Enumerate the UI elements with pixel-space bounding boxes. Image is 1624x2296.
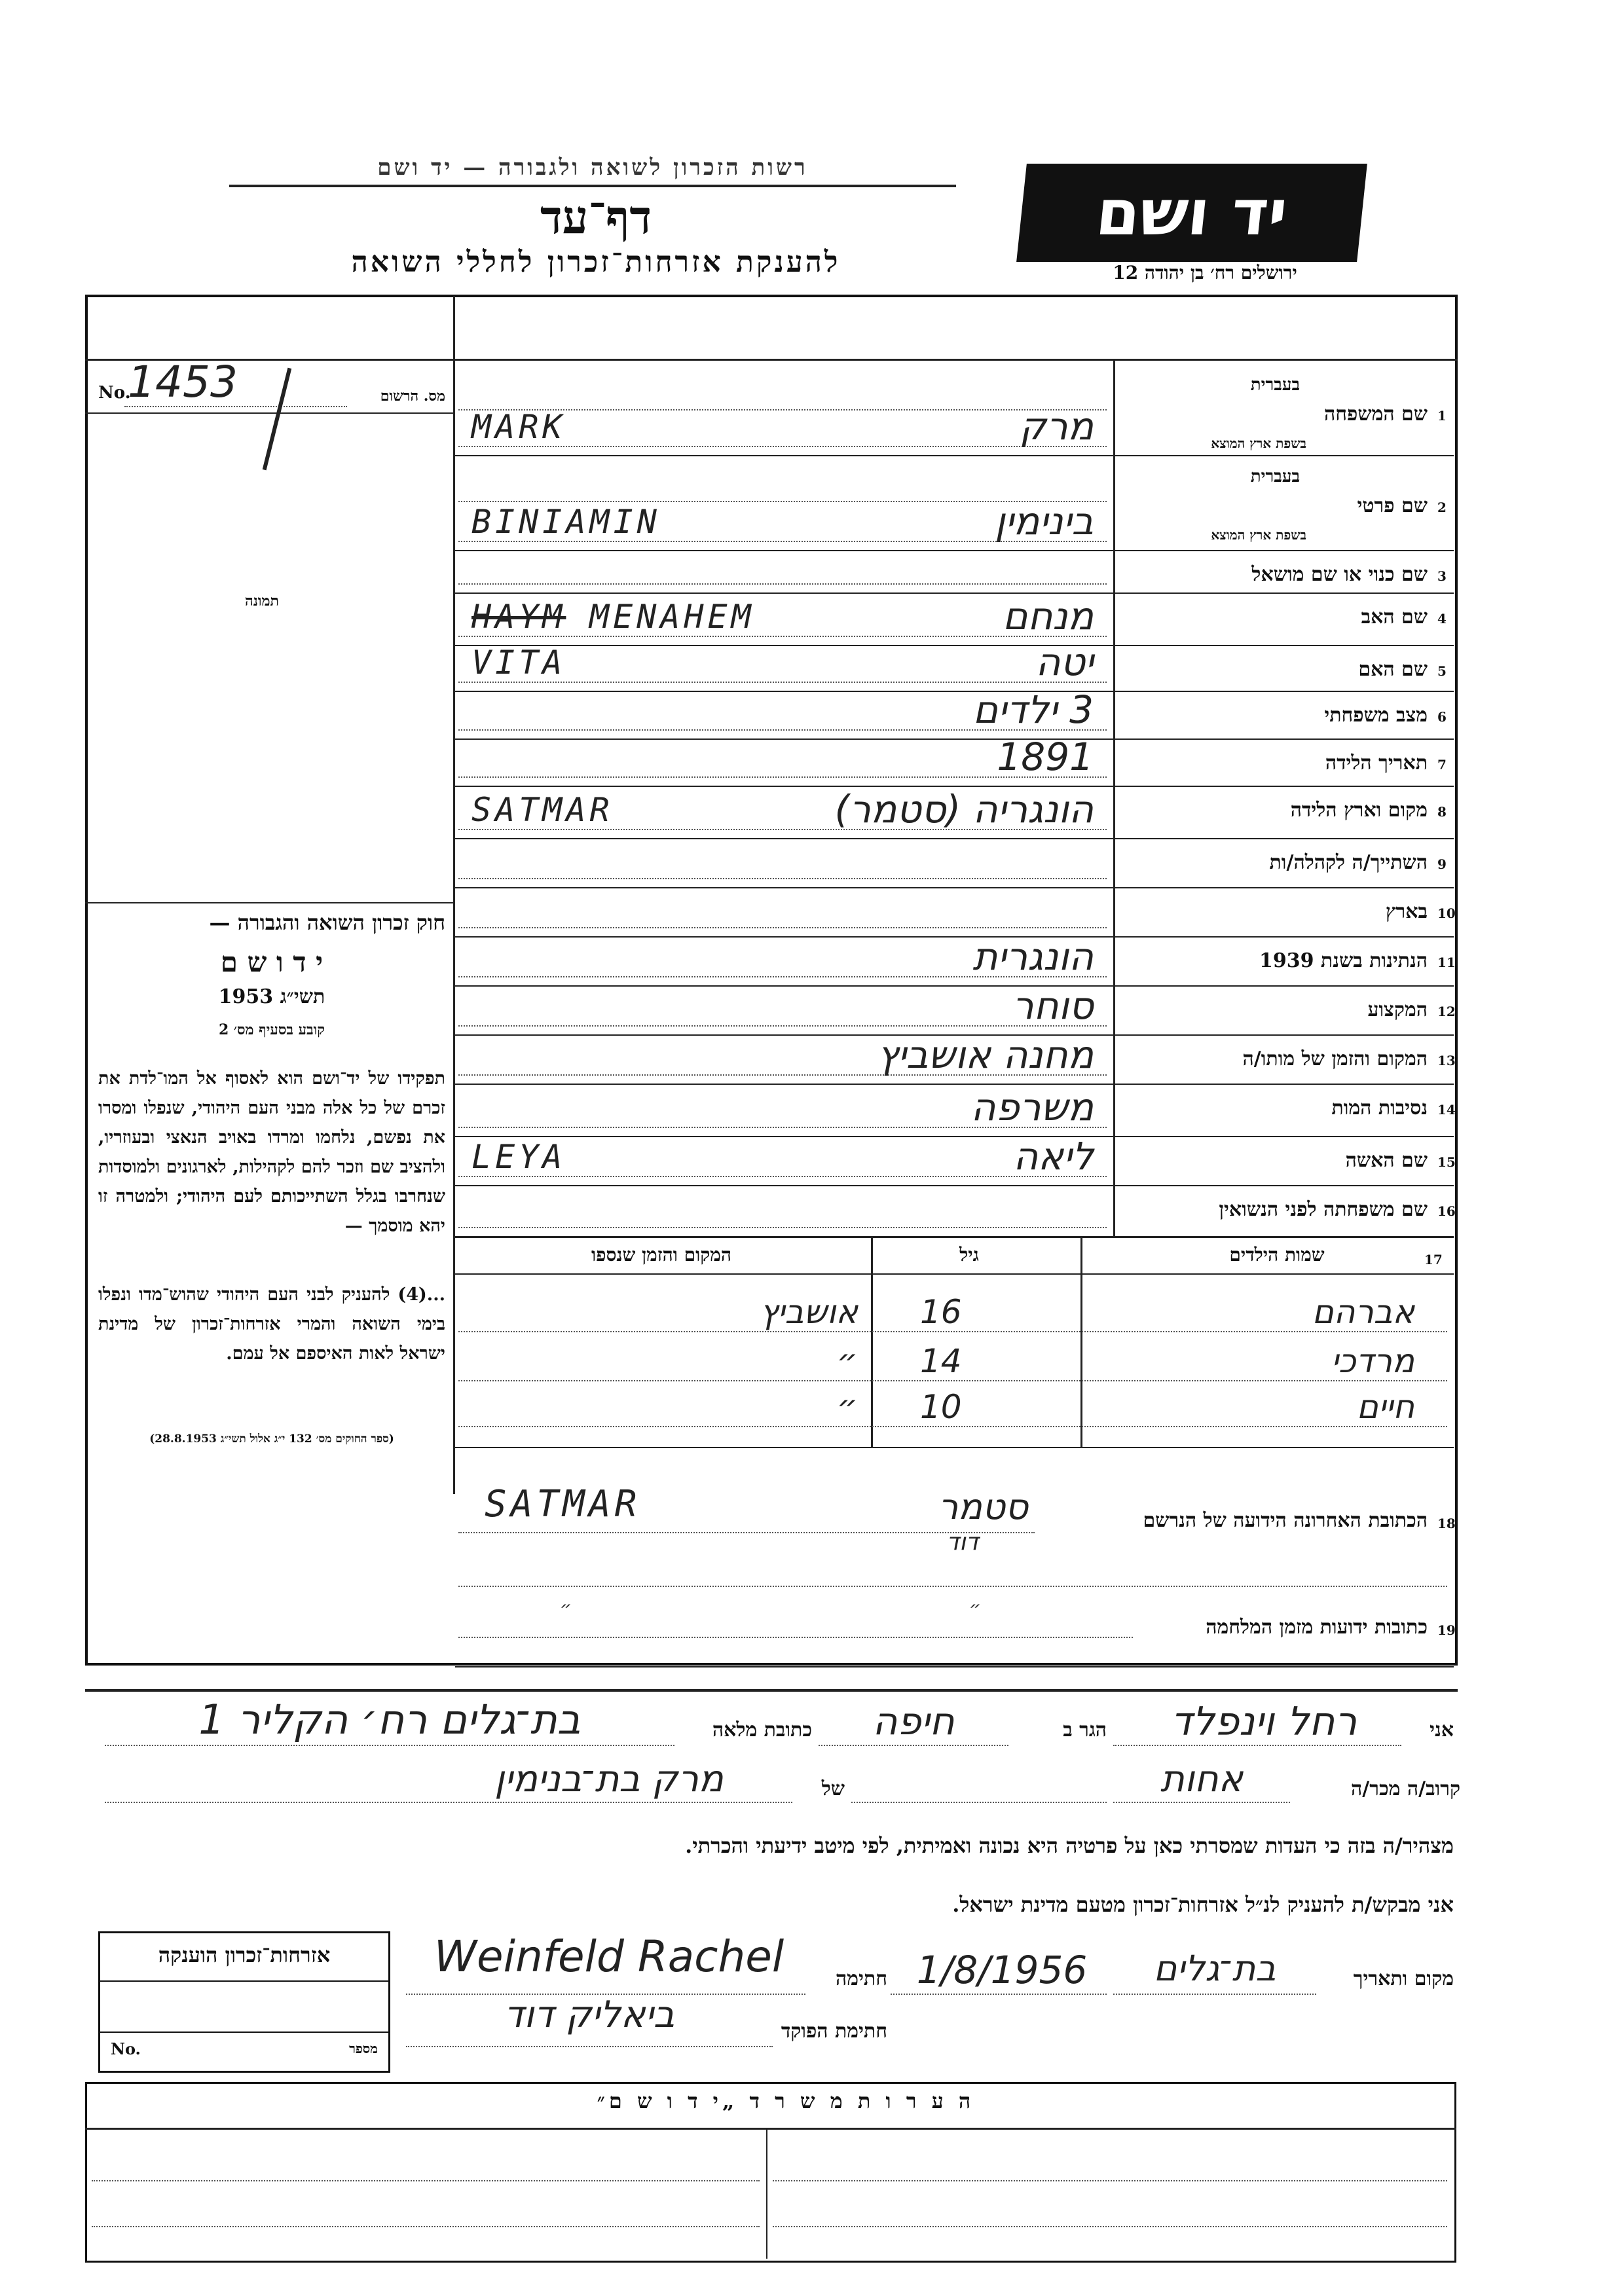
children-col-names: שמות הילדים [1229,1244,1325,1266]
declarant-signature: Weinfeld Rachel [434,1931,784,1982]
field-12-label: המקצוע [1367,998,1428,1021]
field-18-label: הכתובת האחרונה הידועה של הנרשם [1143,1509,1428,1532]
field-19-rule [455,1666,1454,1667]
field-1-latin-value: MARK [471,408,566,446]
field-11-label: הנתינות בשנת 1939 [1259,949,1428,972]
header-address: ירושלים רח׳ בן יהודה 12 [1113,262,1297,283]
field-7-label: תאריך הלידה [1325,752,1428,774]
field-19-number: 19 [1437,1622,1456,1638]
official-signature-label: חתימת הפוקד [781,2020,887,2043]
field-2-number: 2 [1437,500,1447,515]
registration-no-label: No. [98,383,131,403]
field-7-hebrew-value: 1891 [997,735,1094,779]
declarant-date: 1/8/1956 [916,1948,1088,1992]
stamp-box-number-label: מספר [349,2041,378,2056]
children-col-age: גיל [959,1244,979,1266]
field-12-hebrew-value: סוחר [1012,983,1094,1028]
reg-rule [85,412,455,414]
field-19-label: כתובות ידועות מזמן המלחמה [1206,1616,1428,1639]
field-16-label: שם משפחתה לפני הנשואין [1219,1198,1428,1221]
field-9-rule [455,887,1454,888]
field-18-hebrew-2: דוד [946,1529,979,1556]
law-year: תשי״ג 1953 [218,985,325,1008]
field-15-label: שם האשה [1345,1149,1428,1172]
law-text-2: ...(4) להעניק לבני העם היהודי שהוש־מדו ונפלו בימי השואה והמרי אזרחות־זכרון של מדינת ישראל לאות האיספם אל עמם. [98,1285,445,1364]
stamp-box-title: אזרחות־זכרון הוענקה [158,1942,331,1967]
declarant-of-name: מרק בת־בנימין [494,1758,724,1800]
children-col-place: המקום והזמן שנספו [591,1244,731,1266]
children-bottom-rule [455,1447,1454,1448]
child-1-name: אברהם [1312,1293,1414,1331]
field-8-latin-value: SATMAR [471,791,614,829]
field-4-label: שם האב [1361,606,1428,629]
field-6-number: 6 [1437,709,1447,725]
yad-vashem-logo [1016,164,1367,262]
office-notes-title: ה ע ר ו ת מ ש ר ד „י ד ו ש ם״ [597,2088,975,2113]
field-9-number: 9 [1437,856,1447,872]
photo-label: תמונה [245,592,279,610]
field-18-hebrew: סטמר [938,1486,1028,1527]
photo-area-bottom-rule [85,902,455,903]
office-notes-divider [766,2129,767,2259]
declarant-city: חיפה [872,1699,955,1743]
page-title: דף־עד [540,190,652,244]
field-3-label: שם כנוי או שם מושאל [1251,563,1428,586]
field-11-hebrew-value: הונגרית [972,934,1094,979]
field-8-label: מקום וארץ הלידה [1290,799,1428,822]
declarant-lives-label: הגר ב [1063,1719,1107,1741]
field-15-number: 15 [1437,1154,1456,1170]
header-top-strip: רשות הזכרון לשואה ולגבורה — יד ושם [377,155,808,181]
child-3-place: ״ [836,1388,858,1426]
field-14-number: 14 [1437,1102,1456,1118]
field-3-number: 3 [1437,568,1447,584]
field-4-struck-value: HAYM [471,598,566,636]
child-3-name: חיים [1356,1388,1414,1426]
children-col-divider-1 [871,1237,873,1447]
declarant-place: בת־גלים [1153,1948,1276,1989]
field-4-latin-value: MENAHEM [589,598,755,636]
law-title: חוק זכרון השואה והגבורה — [209,910,445,935]
declarant-address-label: כתובת מלאה [712,1719,812,1741]
frame-top-band-rule [85,359,1458,361]
registration-label: מס. הרשום [380,388,445,405]
left-column-divider [453,296,455,1494]
field-11-number: 11 [1437,955,1456,970]
field-1-hebrew-value: מרק [1019,404,1094,448]
field-9-label: השתייך/ה לקהלה/ות [1269,851,1428,874]
field-1-sub-origin: בשפת ארץ המוצא [1211,435,1306,451]
label-column-divider [1113,360,1115,1237]
field-5-label: שם האם [1358,658,1428,681]
registration-no-value: 1453 [128,357,238,407]
field-8-number: 8 [1437,804,1447,820]
field-13-hebrew-value: מחנה אושביץ [877,1032,1094,1077]
field-18-latin: SATMAR [485,1483,641,1525]
field-19-mark-1: ״ [560,1597,572,1619]
field-14-label: נסיבות המות [1331,1097,1428,1120]
field-1-number: 1 [1437,408,1447,424]
child-2-place: ״ [836,1342,858,1380]
law-text-1: תפקידו של יד־ושם הוא לאסוף אל המו־לדת את זכרם של כל אלה מבני העם היהודי, שנפלו ומסרו את נפשם, נלחמו ומרדו באויב הנאצי ובעוזריו, ולהציב שם וזכר להם לקהילות, לארגונים ולמוסדות שנחרבו בגלל השתייכותם לעם היהודי; ולמטרה זו יהא מוסמך — [98,1068,445,1236]
field-2-sub-hebrew: בעברית [1250,467,1300,486]
field-8-hebrew-value: הונגריה (סטמר) [834,787,1094,831]
field-14-hebrew-value: משרפה [970,1085,1094,1129]
law-reference: (ספר החוקים מס׳ 132 י״ג אלול תשי״ג 28.8.1953) [149,1432,394,1446]
child-2-age: 14 [920,1342,962,1380]
field-4-hebrew-value: מנחם [1003,594,1094,638]
field-2-sub-origin: בשפת ארץ המוצא [1211,527,1306,543]
child-1-place: אושביץ [760,1293,858,1331]
field-7-number: 7 [1437,757,1447,773]
field-15-hebrew-value: ליאה [1013,1134,1094,1178]
field-4-number: 4 [1437,611,1447,627]
header-top-rule [229,185,956,187]
field-8-rule [455,838,1454,839]
stamp-box-no-label: No. [111,2039,141,2058]
page-subtitle: להענקת אזרחות־זכרון לחללי השואה [351,246,841,279]
field-17-number: 17 [1424,1252,1443,1267]
field-12-number: 12 [1437,1004,1456,1019]
law-name: י ד ו ש ם [220,946,323,978]
field-2-label: שם פרטי [1357,494,1428,517]
child-2-name: מרדכי [1331,1342,1414,1380]
declarant-of-label: של [821,1777,845,1800]
field-2-hebrew-value: בינימין [995,499,1094,543]
place-date-label: מקום ותאריך [1353,1967,1454,1990]
field-10-number: 10 [1437,905,1456,921]
child-3-age: 10 [920,1388,962,1426]
field-2-rule [455,550,1454,551]
declaration-top-rule [85,1689,1458,1692]
field-18-number: 18 [1437,1516,1456,1531]
official-signature: ביאליק דוד [504,1994,675,2036]
field-5-hebrew-value: יטה [1035,640,1094,684]
children-header-rule [455,1273,1454,1275]
field-19-mark-2: ״ [969,1597,982,1619]
field-6-hebrew-value: 3 ילדים [972,687,1094,732]
declarant-relative-label: קרוב/ה מכר/ה [1351,1777,1460,1800]
declarant-address: בת־גלים רח׳ הקליר 1 [198,1696,581,1743]
field-1-sub-hebrew: בעברית [1250,375,1300,395]
logo-text: יד ושם [1092,176,1291,249]
field-13-label: המקום והזמן של מותו/ה [1242,1048,1428,1070]
field-1-rule [455,455,1454,456]
field-15-latin-value: LEYA [471,1138,566,1176]
office-notes-title-rule [85,2128,1456,2130]
field-6-label: מצב משפחתי [1324,704,1428,727]
declaration-statement-2: אני מבקש/ת להעניק לנ״ל אזרחות־זכרון מטעם מדינת ישראל. [952,1892,1454,1917]
field-1-label: שם המשפחה [1323,403,1428,426]
field-5-latin-value: VITA [471,644,566,682]
children-top-rule [455,1236,1454,1238]
field-16-number: 16 [1437,1203,1456,1219]
field-2-latin-value: BINIAMIN [471,503,661,541]
field-10-label: בארץ [1385,900,1428,923]
declaration-statement-1: מצהיר/ה בזה כי העדות שמסרתי כאן על פרטיה היא נכונה ואמיתית, לפי מיטב ידיעתי והכרתי. [685,1833,1454,1858]
declarant-i-label: אני [1430,1719,1454,1741]
citizenship-stamp-box [98,1931,390,2073]
field-15-rule [455,1185,1454,1186]
child-1-age: 16 [920,1293,962,1331]
field-5-number: 5 [1437,663,1447,679]
field-13-number: 13 [1437,1053,1456,1068]
declarant-name: רחל וינפלד [1170,1699,1357,1745]
signature-label: חתימה [836,1967,887,1990]
declarant-relation: אחות [1160,1758,1244,1800]
law-clause: קובע בסעיף מס׳ 2 [218,1021,325,1038]
